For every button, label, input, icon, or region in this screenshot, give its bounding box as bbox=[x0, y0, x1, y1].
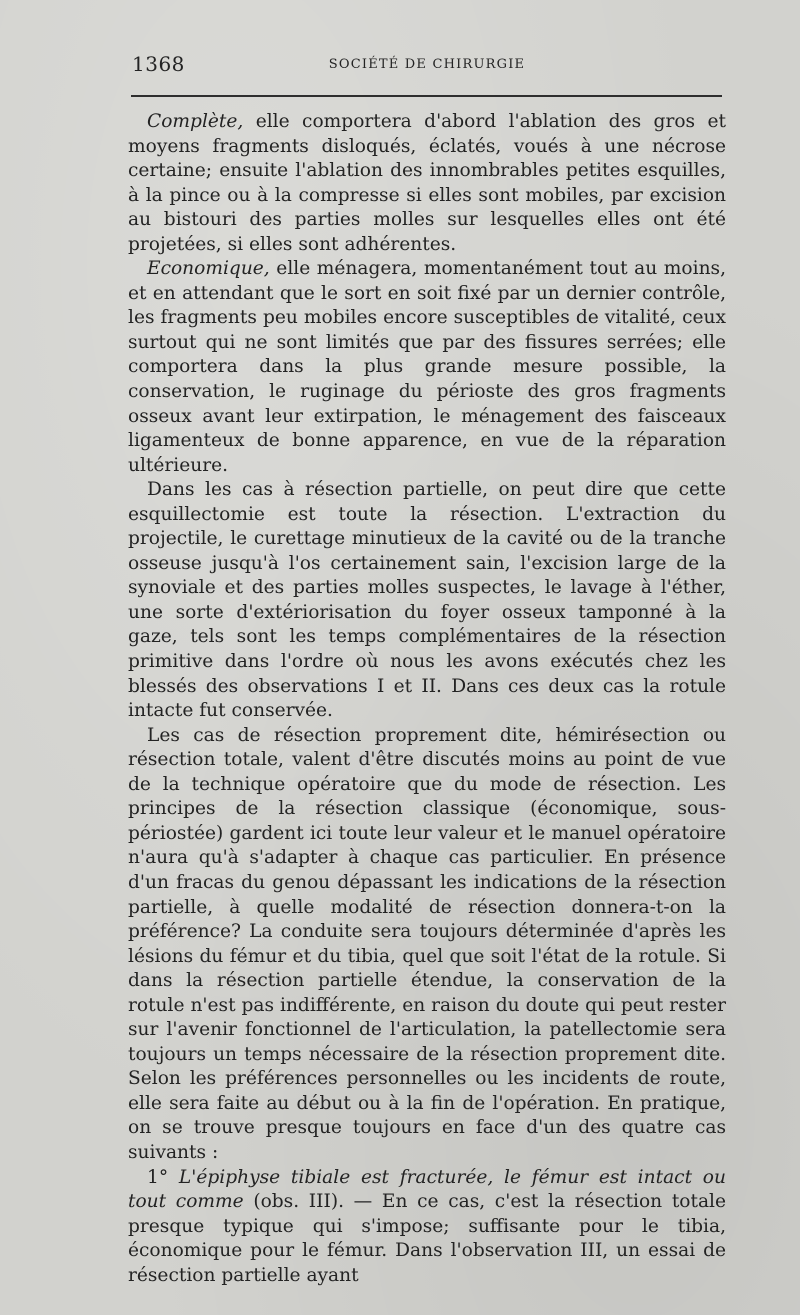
paragraph-text: elle comportera d'abord l'ablation des gros et moyens fragments disloqués, éclatés, voués à une nécrose certaine; ensuite l'ablation des innombrables petites esquilles, à la pince ou à la compresse si elles sont mobiles, par excision au bistouri des parties molles sur lesquelles elles ont été projetées, si elles sont adhérentes. bbox=[128, 111, 726, 255]
running-title: SOCIÉTÉ DE CHIRURGIE bbox=[328, 57, 526, 72]
paragraph bbox=[128, 724, 726, 1166]
paragraph bbox=[128, 110, 726, 257]
item-text: (obs. III). — En ce cas, c'est la résection totale presque typique qui s'impose; suffisante pour le tibia, économique pour le fémur. Dans l'observation III, un essai de résection partielle ayant bbox=[128, 1191, 726, 1286]
paragraph-text: Dans les cas à résection partielle, on peut dire que cette esquillectomie est toute la résection. L'extraction du projectile, le curettage minutieux de la cavité ou de la tranche osseuse jusqu'à l'os certainement sain, l'excision large de la synoviale et des parties molles suspectes, le lavage à l'éther, une sorte d'extériorisation du foyer osseux tamponné à la gaze, tels sont les temps complémentaires de la résection primitive dans l'ordre où nous les avons exécutés chez les blessés des observations I et II. Dans ces deux cas la rotule intacte fut conservée. bbox=[128, 479, 726, 722]
paragraph-text: Les cas de résection proprement dite, hémirésection ou résection totale, valent d'être discutés moins au point de vue de la technique opératoire que du mode de résection. Les principes de la résection classique (économique, sous-périostée) gardent ici toute leur valeur et le manuel opératoire n'aura qu'à s'adapter à chaque cas particulier. En présence d'un fracas du genou dépassant les indications de la résection partielle, à quelle modalité de résection donnera-t-on la préférence? La conduite sera toujours déterminée d'après les lésions du fémur et du tibia, quel que soit l'état de la rotule. Si dans la résection partielle étendue, la conservation de la rotule n'est pas indifférente, en raison du doute qui peut rester sur l'avenir fonctionnel de l'articulation, la patellectomie sera toujours un temps nécessaire de la résection proprement dite. Selon les préférences personnelles ou les incidents de route, elle sera faite au début ou à la fin de l'opération. En pratique, on se trouve presque toujours en face d'un des quatre cas suivants : bbox=[128, 724, 726, 1163]
paragraph bbox=[128, 478, 726, 723]
item-italic-statement: L'épiphyse tibiale est fracturée, le fémur est intact ou tout comme bbox=[128, 1166, 726, 1213]
paragraph-numbered bbox=[128, 1166, 726, 1289]
paragraph-lead-italic: Economique, bbox=[147, 258, 270, 280]
page-number: 1368 bbox=[132, 52, 185, 76]
item-number: 1° bbox=[147, 1166, 169, 1188]
paragraph-text: elle ménagera, momentanément tout au moins, et en attendant que le sort en soit fixé par un dernier contrôle, les fragments peu mobiles encore susceptibles de vitalité, ceux surtout qui ne sont limités que par des fissures serrées; elle comportera dans la plus grande mesure possible, la conservation, le ruginage du périoste des gros fragments osseux avant leur extirpation, le ménagement des faisceaux ligamenteux de bonne apparence, en vue de la réparation ultérieure. bbox=[128, 258, 726, 476]
header-rule bbox=[131, 95, 722, 97]
paragraph-lead-italic: Complète, bbox=[147, 111, 244, 132]
paragraph bbox=[128, 257, 726, 478]
page-header bbox=[128, 52, 726, 78]
body-text bbox=[128, 110, 726, 1288]
